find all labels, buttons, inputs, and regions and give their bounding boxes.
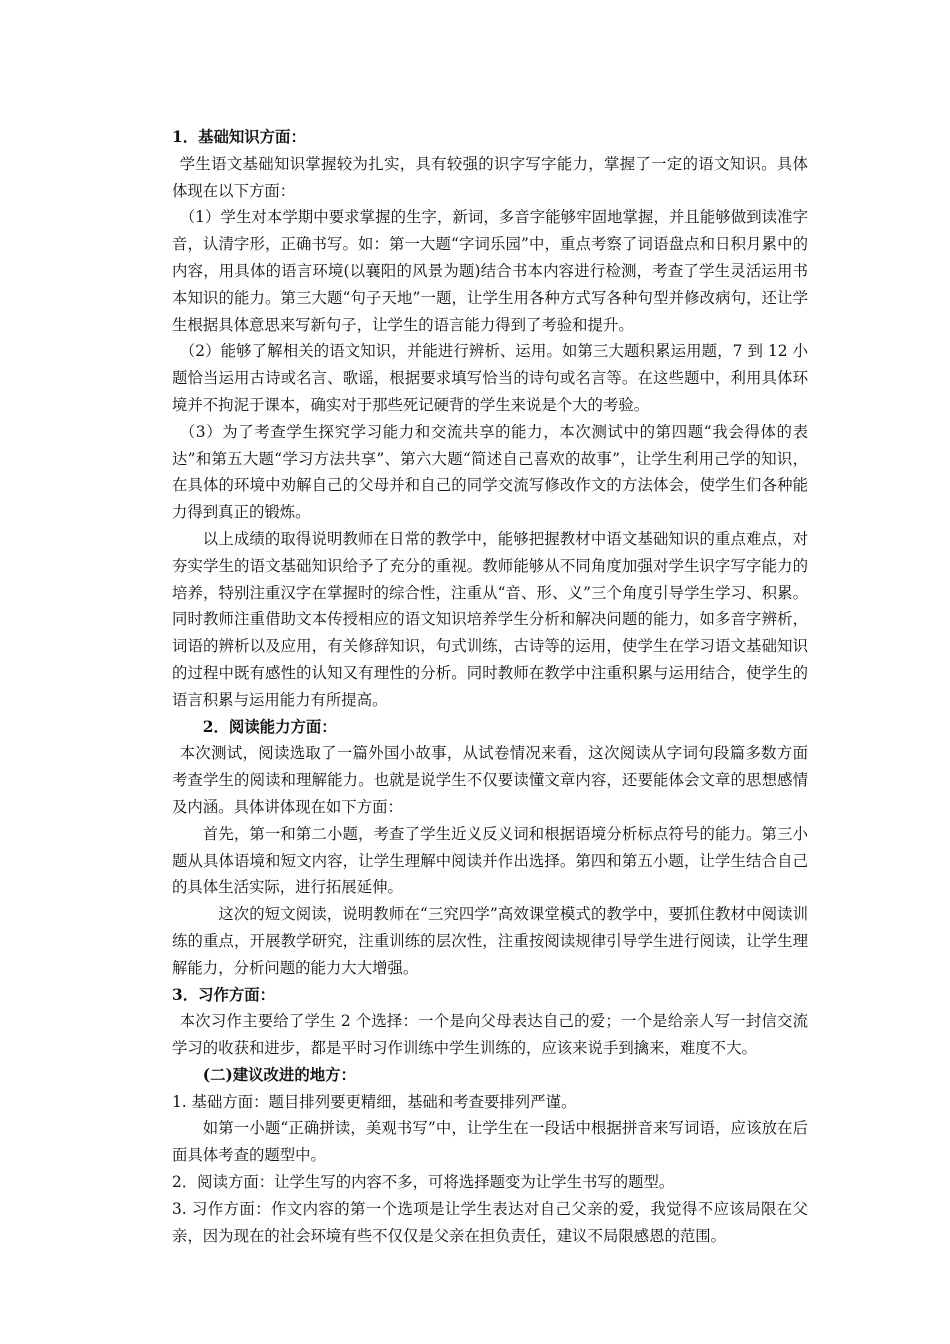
paragraph-reading-intro: 本次测试，阅读选取了一篇外国小故事，从试卷情况来看，这次阅读从字词句段篇多数方面考查学生的阅读和理解能力。也就是说学生不仅要读懂文章内容，还要能体会文章的思想感情及内涵。具体讲体现在如下方面： bbox=[172, 744, 808, 816]
section-heading-basic: 1．基础知识方面： bbox=[172, 128, 306, 146]
paragraph-reading-detail: 首先，第一和第二小题，考查了学生近义反义词和根据语境分析标点符号的能力。第三小题从具体语境和短文内容，让学生理解中阅读并作出选择。第四和第五小题，让学生结合自己的具体生活实际，进行拓展延伸。 bbox=[172, 824, 808, 897]
paragraph-basic-intro: 学生语文基础知识掌握较为扎实，具有较强的识字写字能力，掌握了一定的语文知识。具体体现在以下方面： bbox=[172, 154, 808, 200]
suggestion-2: 2．阅读方面：让学生写的内容不多，可将选择题变为让学生书写的题型。 bbox=[172, 1173, 675, 1192]
section-heading-reading: 2．阅读能力方面： bbox=[202, 717, 337, 736]
paragraph-basic-item-1: （1）学生对本学期中要求掌握的生字，新词，多音字能够牢固地掌握，并且能够做到读准字音，认清字形，正确书写。如：第一大题“字词乐园”中，重点考察了词语盘点和日积月累中的内容，用具体的语言环境(以襄阳的风景为题)结合书本内容进行检测，考查了学生灵活运用书本知识的能力。第三大题“句子天地”一题，让学生用各种方式写各种句型并修改病句，还让学生根据具体意思来写新句子，让学生的语言能力得到了考验和提升。 bbox=[172, 208, 808, 334]
suggestion-3: 3. 习作方面：作文内容的第一个选项是让学生表达对自己父亲的爱，我觉得不应该局限在父亲，因为现在的社会环境有些不仅仅是父亲在担负责任，建议不局限感恩的范围。 bbox=[172, 1199, 808, 1245]
section-heading-writing: 3．习作方面： bbox=[172, 985, 276, 1004]
section-heading-suggestions: (二)建议改进的地方： bbox=[202, 1065, 356, 1084]
paragraph-basic-item-3: （3）为了考查学生探究学习能力和交流共享的能力，本次测试中的第四题“我会得体的表达”和第五大题“学习方法共享”、第六大题“简述自己喜欢的故事”，让学生利用己学的知识，在具体的环境中劝解自己的父母并和自己的同学交流写修改作文的方法体会，使学生们各种能力得到真正的锻炼。 bbox=[172, 422, 808, 522]
suggestion-1-detail: 如第一小题“正确拼读，美观书写”中，让学生在一段话中根据拼音来写词语，应该放在后面具体考查的题型中。 bbox=[172, 1119, 808, 1165]
paragraph-reading-summary: 这次的短文阅读，说明教师在“三究四学”高效课堂模式的教学中，要抓住教材中阅读训练的重点，开展教学研究，注重训练的层次性，注重按阅读规律引导学生进行阅读，让学生理解能力，分析问题的能力大大增强。 bbox=[172, 905, 808, 977]
paragraph-writing-body: 本次习作主要给了学生 2 个选择：一个是向父母表达自己的爱；一个是给亲人写一封信交流学习的收获和进步，都是平时习作训练中学生训练的，应该来说手到擒来，难度不大。 bbox=[172, 1012, 808, 1058]
paragraph-basic-summary: 以上成绩的取得说明教师在日常的教学中，能够把握教材中语文基础知识的重点难点，对夯实学生的语文基础知识给予了充分的重视。教师能够从不同角度加强对学生识字写字能力的培养，特别注重汉字在掌握时的综合性，注重从“音、形、义”三个角度引导学生学习、积累。同时教师注重借助文本传授相应的语文知识培养学生分析和解决问题的能力，如多音字辨析，词语的辨析以及应用，有关修辞知识，句式训练，古诗等的运用，使学生在学习语文基础知识的过程中既有感性的认知又有理性的分析。同时教师在教学中注重积累与运用结合，使学生的语言积累与运用能力有所提高。 bbox=[172, 529, 808, 709]
suggestion-1: 1. 基础方面：题目排列要更精细，基础和考查要排列严谨。 bbox=[172, 1092, 577, 1111]
paragraph-basic-item-2: （2）能够了解相关的语文知识，并能进行辨析、运用。如第三大题积累运用题，7 到 12 小题恰当运用古诗或名言、歌谣，根据要求填写恰当的诗句或名言等。在这些题中，利用具体环境并不拘泥于课本，确实对于那些死记硬背的学生来说是个大的考验。 bbox=[172, 342, 808, 414]
document-page bbox=[172, 124, 808, 1249]
